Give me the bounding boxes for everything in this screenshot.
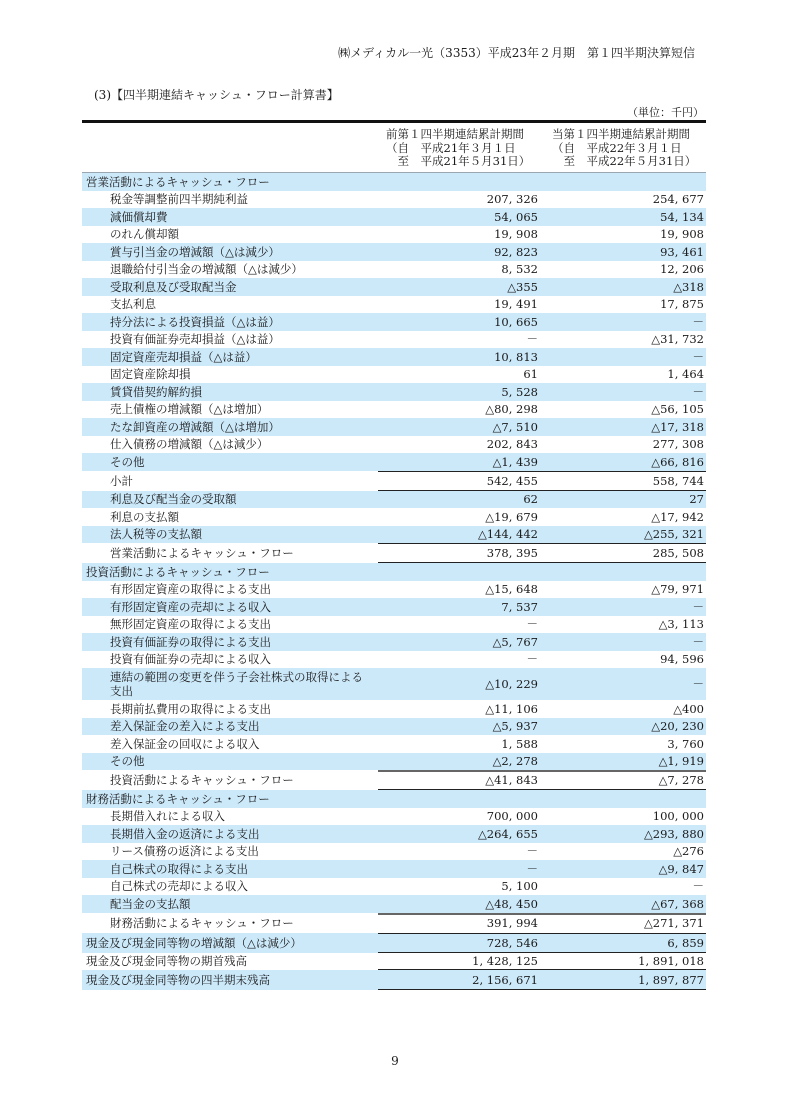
row-label: 仕入債務の増減額（△は減少） <box>110 437 269 452</box>
column-header-line: 至 平成21年５月31日） <box>386 154 531 168</box>
row-label: 固定資産除却損 <box>110 367 191 382</box>
value-prior: 207, 326 <box>486 192 538 207</box>
investing-cf-total-row <box>82 770 706 790</box>
table-row <box>82 366 706 384</box>
table-row <box>82 651 706 669</box>
table-row <box>82 718 706 736</box>
value-prior: △144, 442 <box>477 527 538 542</box>
value-prior: 728, 546 <box>486 935 538 950</box>
operating-cf-total-row <box>82 543 706 563</box>
value-prior: △15, 648 <box>485 582 538 597</box>
value-current: 1, 891, 018 <box>638 954 704 969</box>
value-prior: － <box>526 844 538 859</box>
value-prior: 19, 908 <box>494 227 538 242</box>
row-label: 現金及び現金同等物の期首残高 <box>86 954 247 969</box>
table-row <box>82 226 706 244</box>
value-prior: 7, 537 <box>501 599 538 614</box>
table-row <box>82 296 706 314</box>
beginning-balance-row <box>82 953 706 971</box>
value-current: 94, 596 <box>660 652 704 667</box>
ending-balance-row <box>82 970 706 990</box>
table-row <box>82 526 706 544</box>
value-prior: 54, 065 <box>494 209 538 224</box>
value-current: 285, 508 <box>652 546 704 560</box>
row-label: 利息の支払額 <box>110 509 179 524</box>
row-label: 減価償却費 <box>110 209 168 224</box>
row-label: 投資活動によるキャッシュ・フロー <box>110 773 294 787</box>
page-number: 9 <box>391 1054 399 1068</box>
table-row <box>82 878 706 896</box>
value-current: △1, 919 <box>658 754 704 769</box>
table-row <box>82 860 706 878</box>
row-label: リース債務の返済による支出 <box>110 844 259 859</box>
value-prior: 202, 843 <box>486 437 538 452</box>
table-row <box>82 401 706 419</box>
document-header: ㈱メディカル一光（3353）平成23年２月期 第１四半期決算短信 <box>338 46 695 60</box>
value-prior: 10, 813 <box>494 349 538 364</box>
row-label: 投資有価証券の売却による収入 <box>110 652 271 667</box>
column-header-current-period <box>552 128 702 169</box>
value-current: － <box>692 349 704 364</box>
table-row <box>82 700 706 718</box>
row-label: 財務活動によるキャッシュ・フロー <box>86 791 270 806</box>
value-prior: △5, 767 <box>492 634 538 649</box>
row-label: 利息及び配当金の受取額 <box>110 492 237 507</box>
value-prior: － <box>526 617 538 632</box>
value-current: △66, 816 <box>651 454 704 469</box>
statement-title: (3)【四半期連結キャッシュ・フロー計算書】 <box>94 88 339 102</box>
row-label: 有形固定資産の売却による収入 <box>110 599 271 614</box>
value-current: △276 <box>673 844 704 859</box>
value-current: 27 <box>689 492 704 507</box>
value-current: △318 <box>673 279 704 294</box>
table-row <box>82 191 706 209</box>
table-row <box>82 418 706 436</box>
row-label: 受取利息及び受取配当金 <box>110 279 237 294</box>
value-prior: 1, 588 <box>501 736 538 751</box>
table-row <box>82 808 706 826</box>
value-prior: △5, 937 <box>492 719 538 734</box>
table-row <box>82 668 706 700</box>
value-current: － <box>692 677 704 691</box>
value-current: 54, 134 <box>660 209 704 224</box>
value-prior: － <box>526 861 538 876</box>
row-label: 現金及び現金同等物の四半期末残高 <box>86 973 270 987</box>
table-row <box>82 436 706 454</box>
value-prior: 92, 823 <box>494 244 538 259</box>
table-row <box>82 735 706 753</box>
value-current: △255, 321 <box>643 527 704 542</box>
value-prior: 62 <box>523 492 538 507</box>
column-header-line: （自 平成21年３月１日 <box>386 140 516 155</box>
value-prior: △7, 510 <box>492 419 538 434</box>
table-row <box>82 581 706 599</box>
value-current: 17, 875 <box>660 297 704 312</box>
table-row <box>82 895 706 913</box>
row-label: 賞与引当金の増減額（△は減少） <box>110 244 280 259</box>
row-label: 配当金の支払額 <box>110 896 191 911</box>
table-row <box>82 348 706 366</box>
value-prior: 5, 100 <box>501 879 538 894</box>
row-label: 投資有価証券の取得による支出 <box>110 634 271 649</box>
value-prior: △19, 679 <box>485 509 538 524</box>
row-label: 長期借入れによる収入 <box>110 809 225 824</box>
value-current: △31, 732 <box>651 332 704 347</box>
table-row <box>82 208 706 226</box>
value-prior: 61 <box>523 367 538 382</box>
value-current: △7, 278 <box>658 773 704 787</box>
value-current: △3, 113 <box>658 617 704 632</box>
table-row <box>82 633 706 651</box>
value-current: － <box>692 599 704 614</box>
row-label: 持分法による投資損益（△は益） <box>110 314 280 329</box>
column-header-prior-period <box>386 127 531 169</box>
value-prior: 19, 491 <box>494 297 538 312</box>
value-current: △400 <box>673 701 704 716</box>
value-current: △293, 880 <box>643 826 704 841</box>
row-label: 営業活動によるキャッシュ・フロー <box>110 546 294 560</box>
row-label: その他 <box>110 754 145 769</box>
value-current: 1, 464 <box>667 367 704 382</box>
value-prior: △1, 439 <box>492 454 538 469</box>
value-current: 558, 744 <box>652 473 704 488</box>
value-current: 12, 206 <box>660 262 704 277</box>
row-label: 賃貸借契約解約損 <box>110 384 202 399</box>
net-change-row <box>82 933 706 953</box>
value-prior: △48, 450 <box>485 896 538 911</box>
row-label: 支払利息 <box>110 297 156 312</box>
row-label: 営業活動によるキャッシュ・フロー <box>86 174 270 189</box>
value-prior: 542, 455 <box>486 473 538 488</box>
row-label: 長期借入金の返済による支出 <box>110 826 260 841</box>
value-current: △79, 971 <box>651 582 704 597</box>
value-current: 6, 859 <box>667 935 704 950</box>
value-prior: △10, 229 <box>485 677 538 691</box>
value-prior: 700, 000 <box>486 809 538 824</box>
cash-flow-table <box>82 172 706 990</box>
row-label: 投資活動によるキャッシュ・フロー <box>86 564 270 579</box>
value-current: － <box>692 634 704 649</box>
value-prior: △41, 843 <box>485 773 538 787</box>
value-prior: 1, 428, 125 <box>472 954 538 969</box>
row-label: 有形固定資産の取得による支出 <box>110 582 271 597</box>
row-label: 税金等調整前四半期純利益 <box>110 192 248 207</box>
value-current: △67, 368 <box>651 896 704 911</box>
value-current: 100, 000 <box>652 809 704 824</box>
row-label: 自己株式の取得による支出 <box>110 861 248 876</box>
value-current: 93, 461 <box>660 244 704 259</box>
column-header-line: （自 平成22年３月１日 <box>552 140 682 155</box>
row-label: 財務活動によるキャッシュ・フロー <box>110 915 294 930</box>
value-current: 254, 677 <box>652 192 704 207</box>
column-header-line: 至 平成22年５月31日） <box>552 154 697 168</box>
table-row <box>82 825 706 843</box>
table-row <box>82 616 706 634</box>
row-label: 長期前払費用の取得による支出 <box>110 701 271 716</box>
table-row <box>82 243 706 261</box>
table-row <box>82 491 706 509</box>
row-label: 退職給付引当金の増減額（△は減少） <box>110 262 303 277</box>
value-current: 3, 760 <box>667 736 704 751</box>
value-prior: 10, 665 <box>494 314 538 329</box>
row-label: 投資有価証券売却損益（△は益） <box>110 332 280 347</box>
value-prior: 8, 532 <box>501 262 538 277</box>
value-current: △17, 318 <box>651 419 704 434</box>
value-prior: 391, 994 <box>486 915 538 930</box>
table-row <box>82 508 706 526</box>
value-current: － <box>692 384 704 399</box>
value-current: 1, 897, 877 <box>638 973 704 987</box>
table-row <box>82 331 706 349</box>
row-label: 固定資産売却損益（△は益） <box>110 349 257 364</box>
value-current: △56, 105 <box>651 402 704 417</box>
subtotal-row <box>82 471 706 491</box>
column-header-line: 当第１四半期連結累計期間 <box>552 127 690 141</box>
table-row <box>82 843 706 861</box>
row-label: 自己株式の売却による収入 <box>110 879 248 894</box>
value-current: － <box>692 314 704 329</box>
value-prior: － <box>526 332 538 347</box>
row-label: 法人税等の支払額 <box>110 527 202 542</box>
table-row <box>82 598 706 616</box>
table-row <box>82 453 706 471</box>
row-label: その他 <box>110 454 145 469</box>
table-row <box>82 313 706 331</box>
value-prior: △2, 278 <box>492 754 538 769</box>
table-row <box>82 383 706 401</box>
row-label: 売上債権の増減額（△は増加） <box>110 402 269 417</box>
row-label: 差入保証金の差入による支出 <box>110 719 260 734</box>
unit-label: （単位：千円） <box>627 106 704 119</box>
value-current: △271, 371 <box>643 915 704 930</box>
value-prior: 5, 528 <box>501 384 538 399</box>
value-current: △17, 942 <box>651 509 704 524</box>
row-label: 無形固定資産の取得による支出 <box>110 617 271 632</box>
section-header-investing <box>82 563 706 581</box>
value-current: △20, 230 <box>651 719 704 734</box>
column-header-line: 前第１四半期連結累計期間 <box>386 127 524 141</box>
value-current: 277, 308 <box>652 437 704 452</box>
value-prior: 378, 395 <box>486 546 538 560</box>
row-label: たな卸資産の増減額（△は増加） <box>110 419 280 434</box>
section-header-financing <box>82 790 706 808</box>
row-label: 現金及び現金同等物の増減額（△は減少） <box>86 935 302 950</box>
value-prior: △80, 298 <box>485 402 538 417</box>
table-row <box>82 261 706 279</box>
value-current: △9, 847 <box>658 861 704 876</box>
header-rule <box>82 120 706 123</box>
row-label: 小計 <box>110 473 133 488</box>
row-label: 差入保証金の回収による収入 <box>110 736 260 751</box>
section-header-operating <box>82 172 706 191</box>
value-current: 19, 908 <box>660 227 704 242</box>
value-current: － <box>692 879 704 894</box>
value-prior: △264, 655 <box>477 826 538 841</box>
value-prior: － <box>526 652 538 667</box>
row-label: 連結の範囲の変更を伴う子会社株式の取得による支出 <box>110 670 363 698</box>
value-prior: △11, 106 <box>485 701 538 716</box>
value-prior: 2, 156, 671 <box>472 973 538 987</box>
value-prior: △355 <box>507 279 538 294</box>
row-label: のれん償却額 <box>110 227 179 242</box>
table-row <box>82 278 706 296</box>
table-row <box>82 753 706 771</box>
financing-cf-total-row <box>82 913 706 933</box>
